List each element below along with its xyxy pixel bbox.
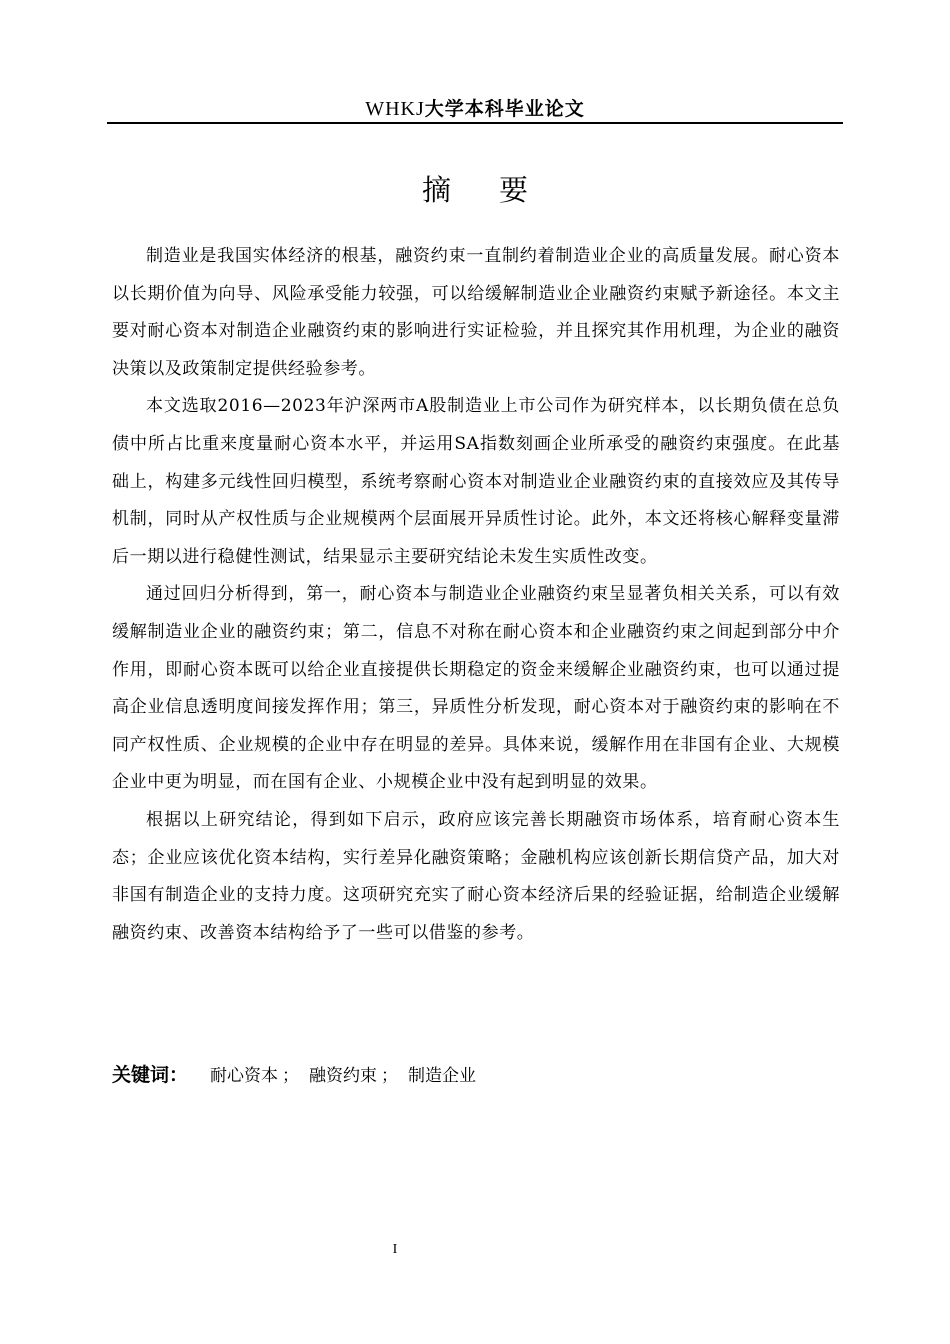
header-rule (107, 122, 843, 124)
abstract-paragraph-2: 本文选取2016—2023年沪深两市A股制造业上市公司作为研究样本，以长期负债在总负债中所占比重来度量耐心资本水平，并运用SA指数刻画企业所承受的融资约束强度。在此基础上，构建多元线性回归模型，系统考察耐心资本对制造业企业融资约束的直接效应及其传导机制，同时从产权性质与企业规模两个层面展开异质性讨论。此外，本文还将核心解释变量滞后一期以进行稳健性测试，结果显示主要研究结论未发生实质性改变。 (112, 396, 840, 567)
abstract-title-char-1: 摘 (421, 173, 451, 207)
running-header (107, 94, 843, 123)
abstract-title-char-2: 要 (499, 173, 529, 207)
keywords-label: 关键词： (112, 1064, 189, 1086)
abstract-paragraph-1: 制造业是我国实体经济的根基，融资约束一直制约着制造业企业的高质量发展。耐心资本以长期价值为向导、风险承受能力较强，可以给缓解制造业企业融资约束赋予新途径。本文主要对耐心资本对制造企业融资约束的影响进行实证检验，并且探究其作用机理，为企业的融资决策以及政策制定提供经验参考。 (112, 246, 840, 379)
abstract-title (107, 168, 843, 212)
keyword-2: 融资约束 (309, 1066, 378, 1086)
keyword-separator: ； (282, 1066, 300, 1086)
header-title: 大学本科毕业论文 (424, 98, 585, 120)
page-number: I (392, 1242, 398, 1257)
abstract-paragraph-3: 通过回归分析得到，第一，耐心资本与制造业企业融资约束呈显著负相关关系，可以有效缓解制造业企业的融资约束；第二，信息不对称在耐心资本和企业融资约束之间起到部分中介作用，即耐心资本既可以给企业直接提供长期稳定的资金来缓解企业融资约束，也可以通过提高企业信息透明度间接发挥作用；第三，异质性分析发现，耐心资本对于融资约束的影响在不同产权性质、企业规模的企业中存在明显的差异。具体来说，缓解作用在非国有企业、大规模企业中更为明显，而在国有企业、小规模企业中没有起到明显的效果。 (112, 584, 840, 793)
abstract-body (112, 238, 840, 952)
keywords-line (112, 1058, 480, 1093)
abstract-paragraph-4: 根据以上研究结论，得到如下启示，政府应该完善长期融资市场体系，培育耐心资本生态；企业应该优化资本结构，实行差异化融资策略；金融机构应该创新长期信贷产品，加大对非国有制造企业的支持力度。这项研究充实了耐心资本经济后果的经验证据，给制造企业缓解融资约束、改善资本结构给予了一些可以借鉴的参考。 (112, 809, 840, 943)
keyword-3: 制造企业 (408, 1066, 477, 1086)
header-prefix: WHKJ (365, 98, 425, 120)
keyword-separator: ； (381, 1066, 399, 1086)
keyword-1: 耐心资本 (210, 1066, 279, 1086)
